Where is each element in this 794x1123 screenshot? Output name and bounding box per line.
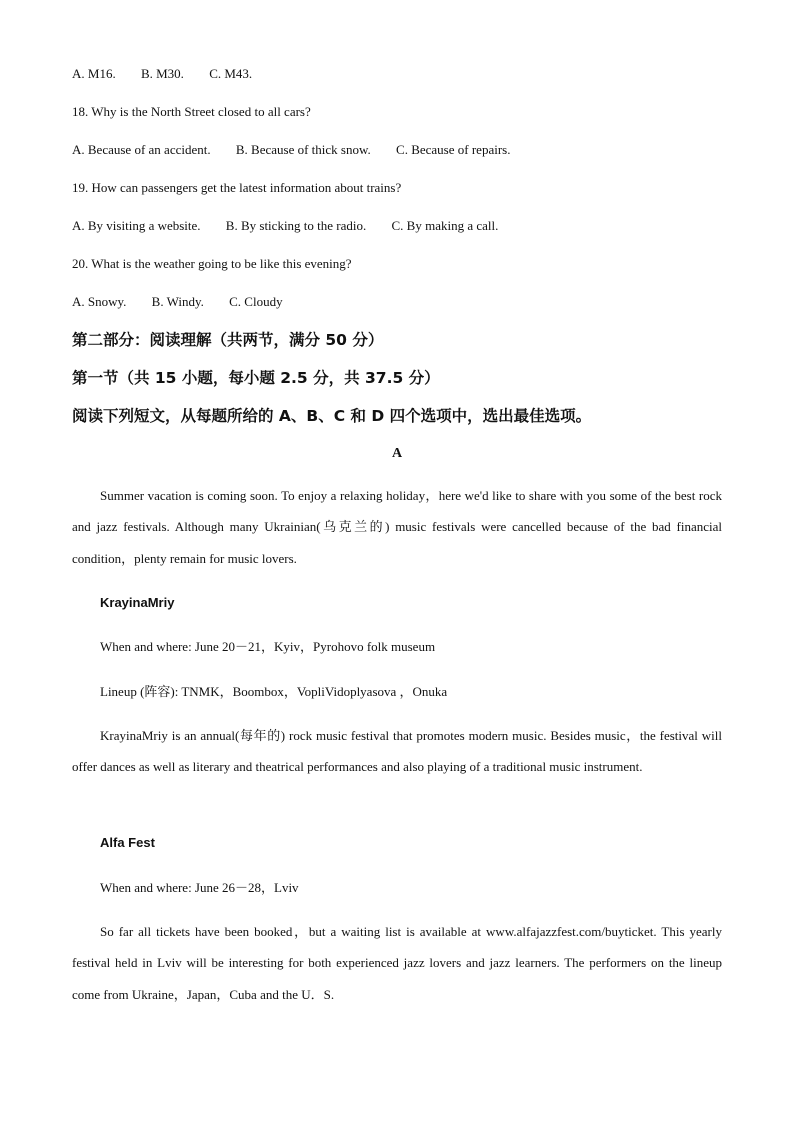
q18-question: 18. Why is the North Street closed to all cars? [72,104,311,119]
section1-title: 第一节（共 15 小题，每小题 2.5 分，共 37.5 分） [72,369,440,387]
passage-label: A [391,446,403,461]
q18-option-a: A. Because of an accident. [72,142,211,157]
q18-option-c: C. Because of repairs. [396,142,511,157]
q17-option-a: A. M16. [72,66,116,81]
q20-option-c: C. Cloudy [229,294,283,309]
q20-question: 20. What is the weather going to be like this evening? [72,256,352,271]
q20-options [72,294,305,310]
q20-option-a: A. Snowy. [72,294,127,309]
q18-options [72,142,532,158]
q20-option-b: B. Windy. [151,294,204,309]
festival1-name: KrayinaMriy [100,595,175,610]
q17-option-b: B. M30. [140,66,184,81]
festival2-description: So far all tickets have been booked，but a waiting list is available at www.alfajazzfest.com/buyticket. This yearly festival held in Lviv will be interesting for both experienced jazz lovers and jazz learners. The performers on the lineup come from Ukraine，Japan，Cuba and the U．S. [72,924,722,1002]
passage-intro: Summer vacation is coming soon. To enjoy a relaxing holiday，here we'd like to share with you some of the best rock and jazz festivals. Although many Ukrainian(乌克兰的) music festivals were cancelled because of the bad financial condition，plenty remain for music lovers. [72,488,722,566]
festival2-name: Alfa Fest [100,835,155,850]
q19-option-c: C. By making a call. [391,218,499,233]
festival2-when-where: When and where: June 26－28，Lviv [100,880,299,895]
q19-options [72,218,520,234]
festival1-description: KrayinaMriy is an annual(每年的) rock music festival that promotes modern music. Besides music，the festival will offer dances as well as literary and theatrical performances and also playing of a traditional music instrument. [72,728,722,775]
q19-question: 19. How can passengers get the latest information about trains? [72,180,402,195]
q17-options [72,66,274,82]
q19-option-b: B. By sticking to the radio. [225,218,367,233]
reading-instruction: 阅读下列短文，从每题所给的 A、B、C 和 D 四个选项中，选出最佳选项。 [72,407,592,425]
q18-option-b: B. Because of thick snow. [235,142,371,157]
festival1-when-where: When and where: June 20－21，Kyiv，Pyrohovo folk museum [100,639,436,654]
part2-title: 第二部分：阅读理解（共两节，满分 50 分） [72,331,384,349]
festival1-lineup: Lineup (阵容): TNMK，Boombox，VopliVidoplyasova ，Onuka [100,684,448,699]
q17-option-c: C. M43. [209,66,253,81]
q19-option-a: A. By visiting a website. [72,218,201,233]
